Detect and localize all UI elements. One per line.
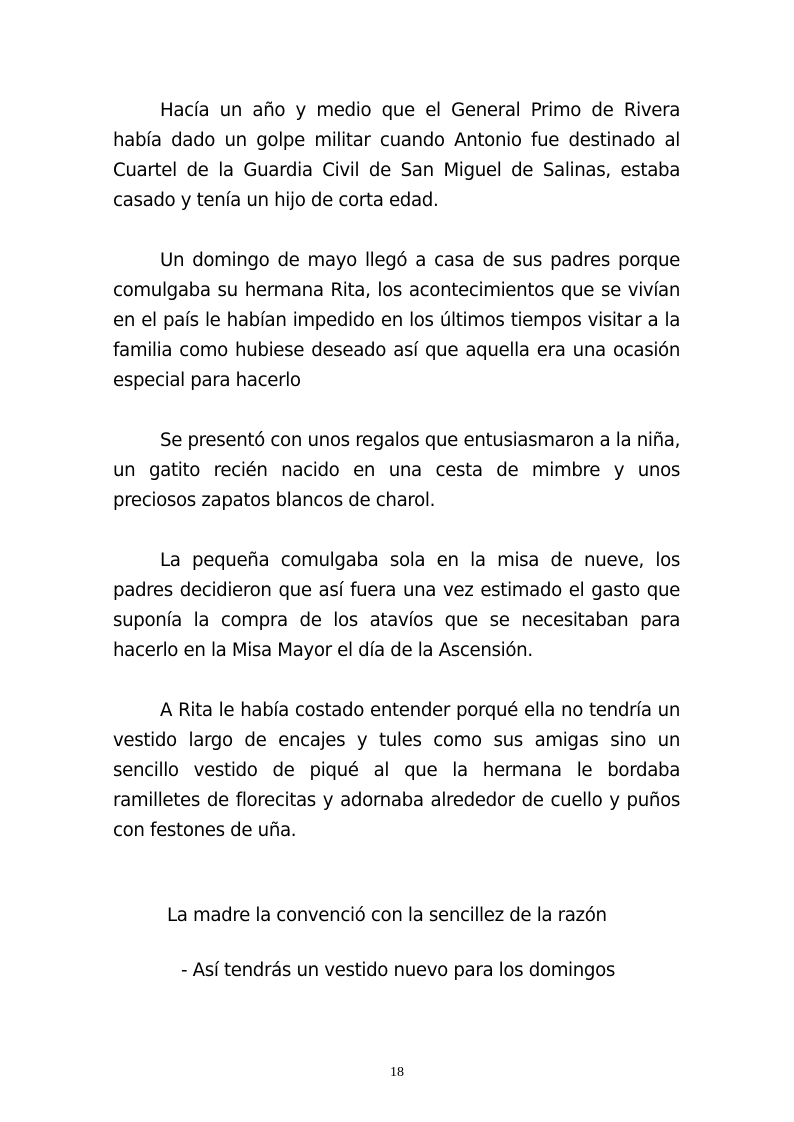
paragraph-2: Un domingo de mayo llegó a casa de sus padres porque comulgaba su hermana Rita, los acontecimientos que se vivían en el país le habían impedido en los últimos tiempos visitar a la familia como hubiese deseado así que aquella era una ocasión especial para hacerlo	[113, 250, 680, 391]
page-number: 18	[390, 1065, 404, 1080]
paragraph-3: Se presentó con unos regalos que entusiasmaron a la niña, un gatito recién nacido en una cesta de mimbre y unos preciosos zapatos blancos de charol.	[113, 430, 680, 511]
paragraph-5: A Rita le había costado entender porqué ella no tendría un vestido largo de encajes y tules como sus amigas sino un sencillo vestido de piqué al que la hermana le bordaba ramilletes de florecitas y adornaba alrededor de cuello y puños con festones de uña.	[113, 700, 680, 841]
paragraph-1: Hacía un año y medio que el General Primo de Rivera había dado un golpe militar cuando Antonio fue destinado al Cuartel de la Guardia Civil de San Miguel de Salinas, estaba casado y tenía un hijo de corta edad.	[113, 100, 680, 211]
page-body	[113, 96, 680, 876]
paragraph-4: La pequeña comulgaba sola en la misa de nueve, los padres decidieron que así fuera una vez estimado el gasto que suponía la compra de los atavíos que se necesitaban para hacerlo en la Misa Mayor el día de la Ascensión.	[113, 550, 680, 661]
dialogue-line: - Así tendrás un vestido nuevo para los domingos	[181, 960, 616, 981]
quote-intro: La madre la convenció con la sencillez de la razón	[167, 905, 607, 926]
